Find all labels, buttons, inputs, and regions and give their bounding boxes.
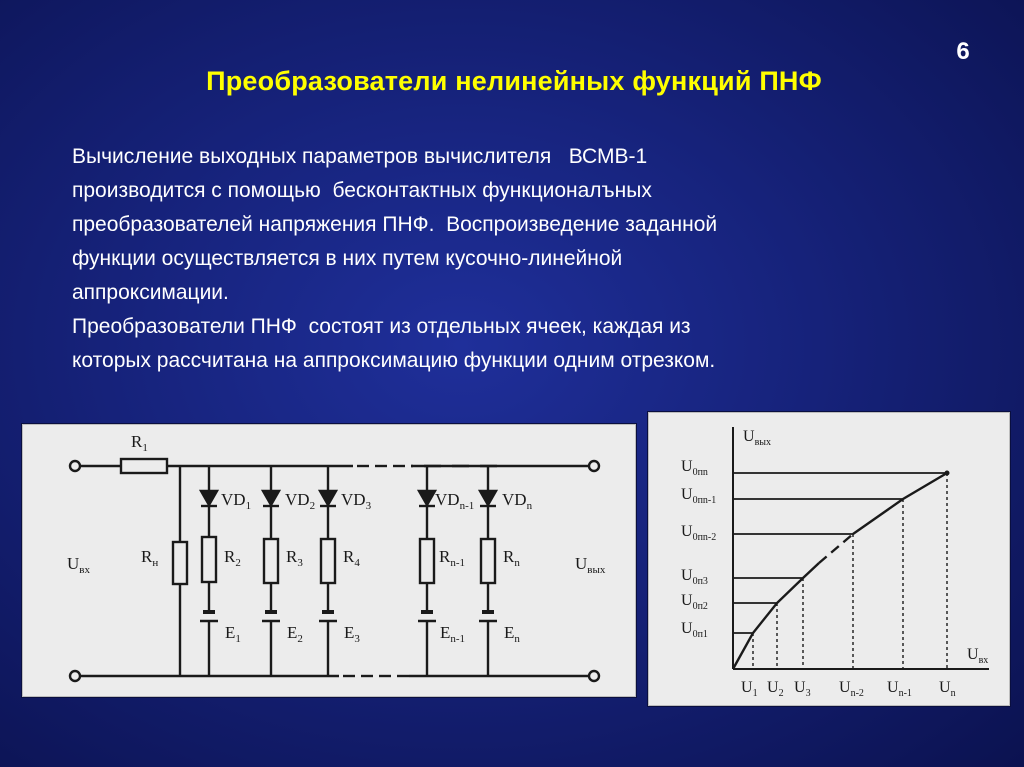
vdn-label: $VD_n$	[502, 490, 533, 512]
body-text	[72, 140, 992, 378]
r1-label: $R_1$	[131, 432, 148, 454]
input-terminal-top	[70, 461, 80, 471]
r4-label: $R_4$	[343, 547, 360, 569]
r2-label: $R_2$	[224, 547, 241, 569]
resistor-rn	[173, 542, 187, 584]
rn-label: $R_н$	[141, 547, 159, 569]
x-label-n: $U_n$	[939, 679, 956, 699]
e3-label: $E_3$	[344, 623, 360, 645]
output-terminal-top	[589, 461, 599, 471]
x-label-2: $U_2$	[767, 679, 784, 699]
y-label-3: $U_{0п3}$	[681, 567, 708, 587]
y-label-1: $U_{0п1}$	[681, 620, 708, 640]
approximation-graph	[649, 413, 1009, 705]
slide-number: 6	[956, 38, 970, 65]
slide-title: Преобразователи нелинейных функций ПНФ	[206, 66, 822, 96]
circuit-diagram-panel	[22, 424, 636, 697]
x-label-1: $U_1$	[741, 679, 758, 699]
x-label-3: $U_3$	[794, 679, 811, 699]
y-label-n1: $U_{0пn-1}$	[681, 486, 717, 506]
input-terminal-bottom	[70, 671, 80, 681]
vd3-label: $VD_3$	[341, 490, 372, 512]
paragraph-2: Преобразователи ПНФ состоят из отдельных ячеек, каждая из которых рассчитана на аппроксимацию функции одним отрезком.	[72, 315, 716, 372]
x-axis-label: $U_{вх}$	[967, 646, 989, 666]
vd2-label: $VD_2$	[285, 490, 316, 512]
graph-panel	[648, 412, 1010, 706]
paragraph-1: Вычисление выходных параметров вычислителя ВСМВ-1 производится с помощью бесконтактных функционалъных преобразователей напряжения ПНФ. Воспроизведение заданной функции осуществляется в них путем кусочно-линейной аппроксимации.	[72, 145, 718, 304]
en1-label: $E_{n-1}$	[440, 623, 466, 645]
r3-label: $R_3$	[286, 547, 303, 569]
y-label-n2: $U_{0пn-2}$	[681, 523, 717, 543]
vdn1-label: $VD_{n-1}$	[435, 490, 475, 512]
rn-cell-label: $R_n$	[503, 547, 520, 569]
resistor-r1	[121, 459, 167, 473]
y-label-2: $U_{0п2}$	[681, 592, 708, 612]
input-label: $U_{вх}$	[67, 554, 90, 576]
output-label: $U_{вых}$	[575, 554, 606, 576]
x-label-n2: $U_{n-2}$	[839, 679, 864, 699]
output-terminal-bottom	[589, 671, 599, 681]
rn1-label: $R_{n-1}$	[439, 547, 466, 569]
x-label-n1: $U_{n-1}$	[887, 679, 912, 699]
circuit-diagram	[23, 425, 635, 696]
en-label: $E_n$	[504, 623, 520, 645]
approximation-curve	[733, 563, 819, 669]
e1-label: $E_1$	[225, 623, 241, 645]
e2-label: $E_2$	[287, 623, 303, 645]
y-label-n: $U_{0пn}$	[681, 458, 708, 478]
y-axis-label: $U_{вых}$	[743, 428, 772, 448]
vd1-label: $VD_1$	[221, 490, 252, 512]
